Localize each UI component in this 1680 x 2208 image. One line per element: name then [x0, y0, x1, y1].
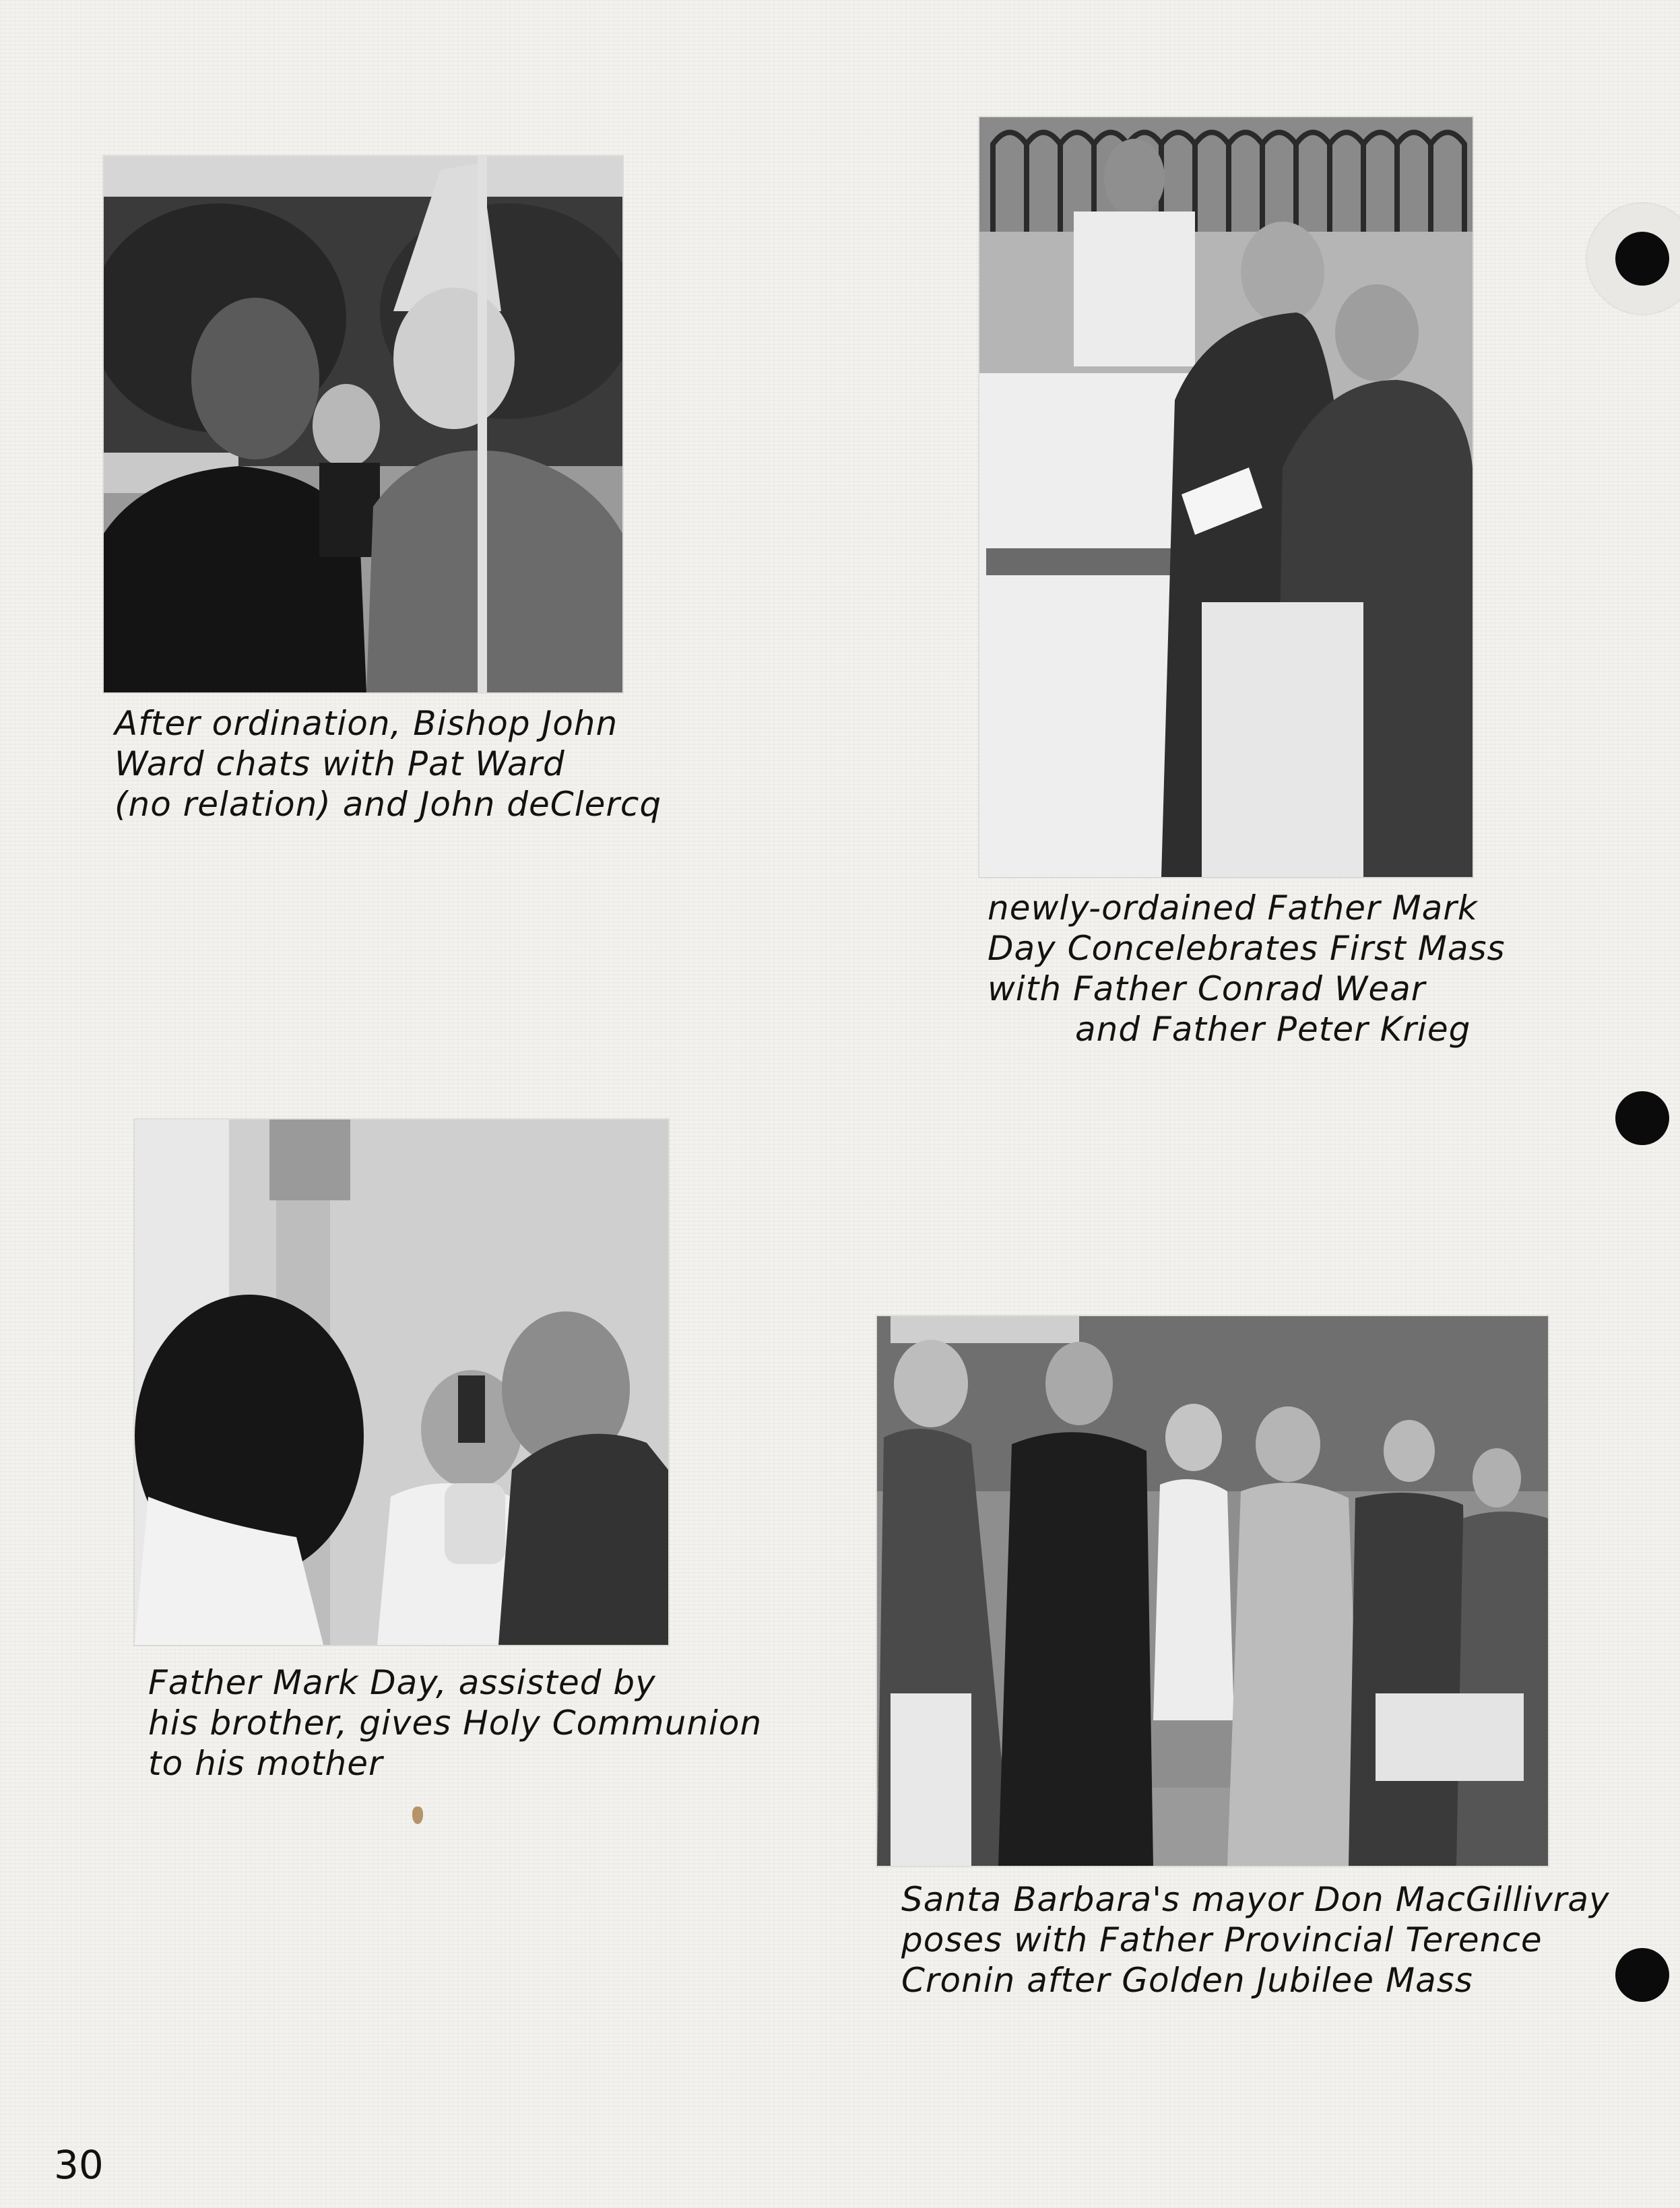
paper-stain [412, 1807, 423, 1824]
binder-hole [1615, 1948, 1669, 2002]
photo-first-mass [979, 117, 1473, 877]
caption-line: poses with Father Provincial Terence [901, 1920, 1543, 1959]
caption-line: Santa Barbara's mayor Don MacGillivray [901, 1880, 1610, 1919]
page-number: 30 [54, 2142, 104, 2188]
caption-line: Cronin after Golden Jubilee Mass [901, 1961, 1473, 2000]
photo-holy-communion [135, 1119, 668, 1645]
caption-line: to his mother [148, 1744, 383, 1783]
binder-hole [1615, 232, 1669, 286]
caption-bishop-ordination [115, 703, 661, 824]
binder-hole [1615, 1091, 1669, 1145]
caption-line: his brother, gives Holy Communion [148, 1703, 763, 1743]
caption-holy-communion [148, 1662, 762, 1784]
caption-line: Father Mark Day, assisted by [148, 1663, 656, 1702]
caption-line: After ordination, Bishop John [115, 704, 618, 743]
photo-bishop-ordination [104, 156, 622, 692]
caption-line: with Father Conrad Wear [988, 969, 1426, 1008]
caption-first-mass [988, 888, 1506, 1049]
caption-line: Ward chats with Pat Ward [115, 744, 565, 783]
caption-line: (no relation) and John deClercq [115, 785, 662, 824]
caption-line: Day Concelebrates First Mass [988, 929, 1506, 968]
photo-golden-jubilee [877, 1316, 1548, 1866]
caption-line: newly-ordained Father Mark [988, 888, 1478, 928]
caption-line: and Father Peter Krieg [1075, 1010, 1471, 1049]
caption-golden-jubilee [901, 1879, 1610, 2001]
